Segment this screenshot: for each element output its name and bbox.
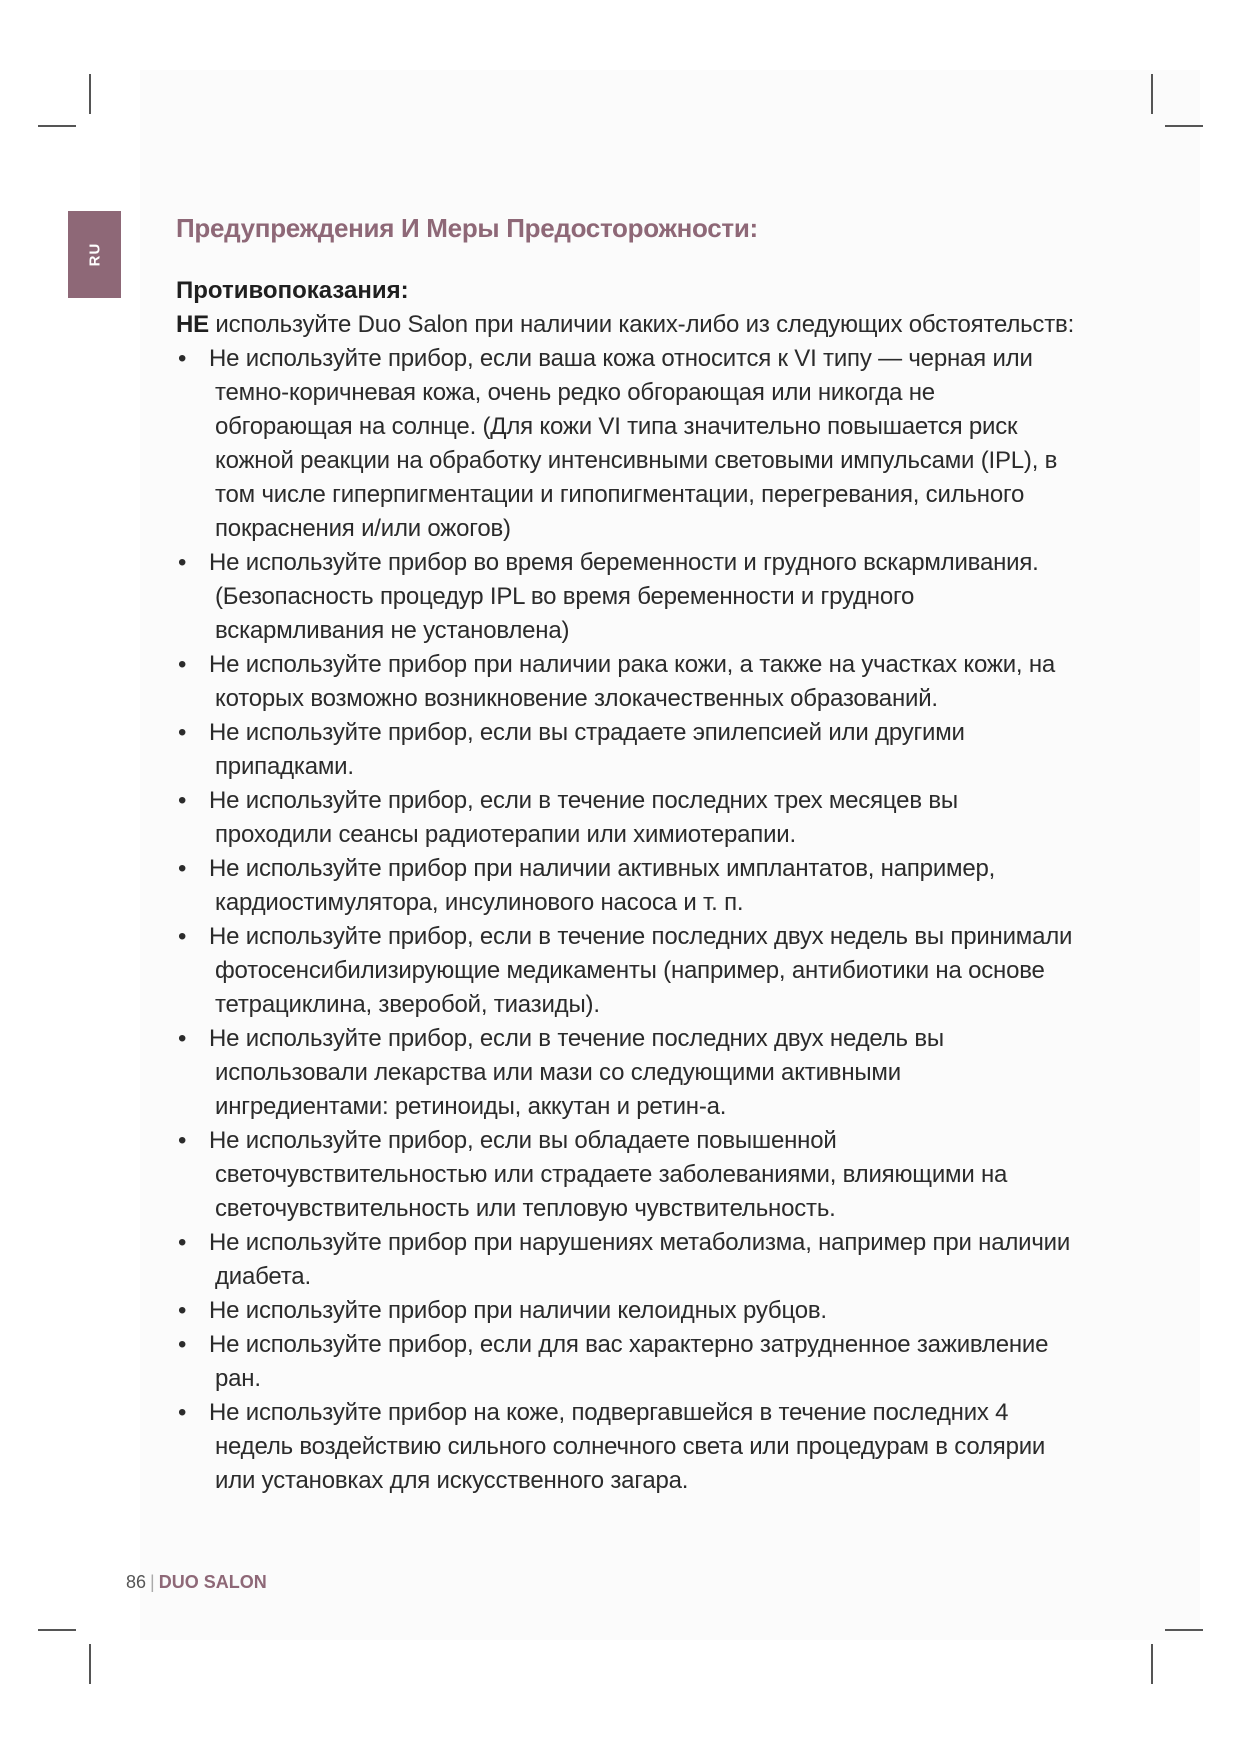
list-item: • Не используйте прибор, если ваша кожа относится к VI типу — черная или темно-коричневая кожа, очень редко обгорающая или никогда не обгорающая на солнце. (Для кожи VI типа значительно повышается риск кожной реакции на обработку интенсивными световыми импульсами (IPL), в том числе гиперпигментации и гипопигментации, перегревания, сильного покраснения и/или ожогов) — [176, 342, 1076, 546]
list-item: • Не используйте прибор во время беременности и грудного вскармливания. (Безопасность процедур IPL во время беременности и грудного вскармливания не установлена) — [176, 546, 1076, 648]
bullet: • — [178, 1297, 187, 1324]
list-item: • Не используйте прибор при наличии келоидных рубцов. — [176, 1294, 1076, 1328]
footer-separator: | — [150, 1572, 155, 1592]
section-heading: Предупреждения И Меры Предосторожности: — [176, 213, 758, 243]
list-item: • Не используйте прибор, если вы страдаете эпилепсией или другими припадками. — [176, 716, 1076, 784]
bullet: • — [178, 923, 187, 950]
list-item: • Не используйте прибор, если в течение последних двух недель вы принимали фотосенсибилизирующие медикаменты (например, антибиотики на основе тетрациклина, зверобой, тиазиды). — [176, 920, 1076, 1022]
list-item: • Не используйте прибор при наличии рака кожи, а также на участках кожи, на которых возможно возникновение злокачественных образований. — [176, 648, 1076, 716]
crop-mark — [38, 1629, 76, 1631]
list-item: • Не используйте прибор при нарушениях метаболизма, например при наличии диабета. — [176, 1226, 1076, 1294]
bullet: • — [178, 719, 187, 746]
contraindications-title: Противопоказания: — [176, 277, 409, 304]
intro-paragraph — [176, 308, 1076, 342]
bullet: • — [178, 345, 187, 372]
crop-mark — [38, 125, 76, 127]
list-item: • Не используйте прибор при наличии активных имплантатов, например, кардиостимулятора, инсулинового насоса и т. п. — [176, 852, 1076, 920]
bullet: • — [178, 1331, 187, 1358]
bullet: • — [178, 651, 187, 678]
bullet: • — [178, 787, 187, 814]
list-item: • Не используйте прибор, если вы обладаете повышенной светочувствительностью или страдаете заболеваниями, влияющими на светочувствительность или тепловую чувствительность. — [176, 1124, 1076, 1226]
crop-mark — [1165, 125, 1203, 127]
language-label: RU — [85, 242, 103, 267]
page-number: 86 — [126, 1572, 147, 1592]
bullet: • — [178, 1399, 187, 1426]
list-item: • Не используйте прибор, если в течение последних трех месяцев вы проходили сеансы радиотерапии или химиотерапии. — [176, 784, 1076, 852]
crop-mark — [1165, 1629, 1203, 1631]
footer-brand: DUO SALON — [158, 1572, 267, 1592]
intro-emphasis: НЕ — [176, 311, 209, 338]
contraindications-list — [176, 342, 1076, 1498]
bullet: • — [178, 1025, 187, 1052]
crop-mark — [1151, 74, 1153, 114]
crop-mark — [89, 74, 91, 114]
bullet: • — [178, 1127, 187, 1154]
list-item: • Не используйте прибор, если для вас характерно затрудненное заживление ран. — [176, 1328, 1076, 1396]
bullet: • — [178, 549, 187, 576]
bullet: • — [178, 1229, 187, 1256]
main-content — [176, 208, 1076, 1498]
crop-mark — [1151, 1644, 1153, 1684]
language-tab — [68, 211, 121, 298]
crop-mark — [89, 1644, 91, 1684]
intro-text: используйте Duo Salon при наличии каких-либо из следующих обстоятельств: — [208, 311, 1075, 338]
list-item: • Не используйте прибор, если в течение последних двух недель вы использовали лекарства или мази со следующими активными ингредиентами: ретиноиды, аккутан и ретин-а. — [176, 1022, 1076, 1124]
list-item: • Не используйте прибор на коже, подвергавшейся в течение последних 4 недель воздействию сильного солнечного света или процедурам в солярии или установках для искусственного загара. — [176, 1396, 1076, 1498]
bullet: • — [178, 855, 187, 882]
page-footer — [126, 1570, 267, 1594]
